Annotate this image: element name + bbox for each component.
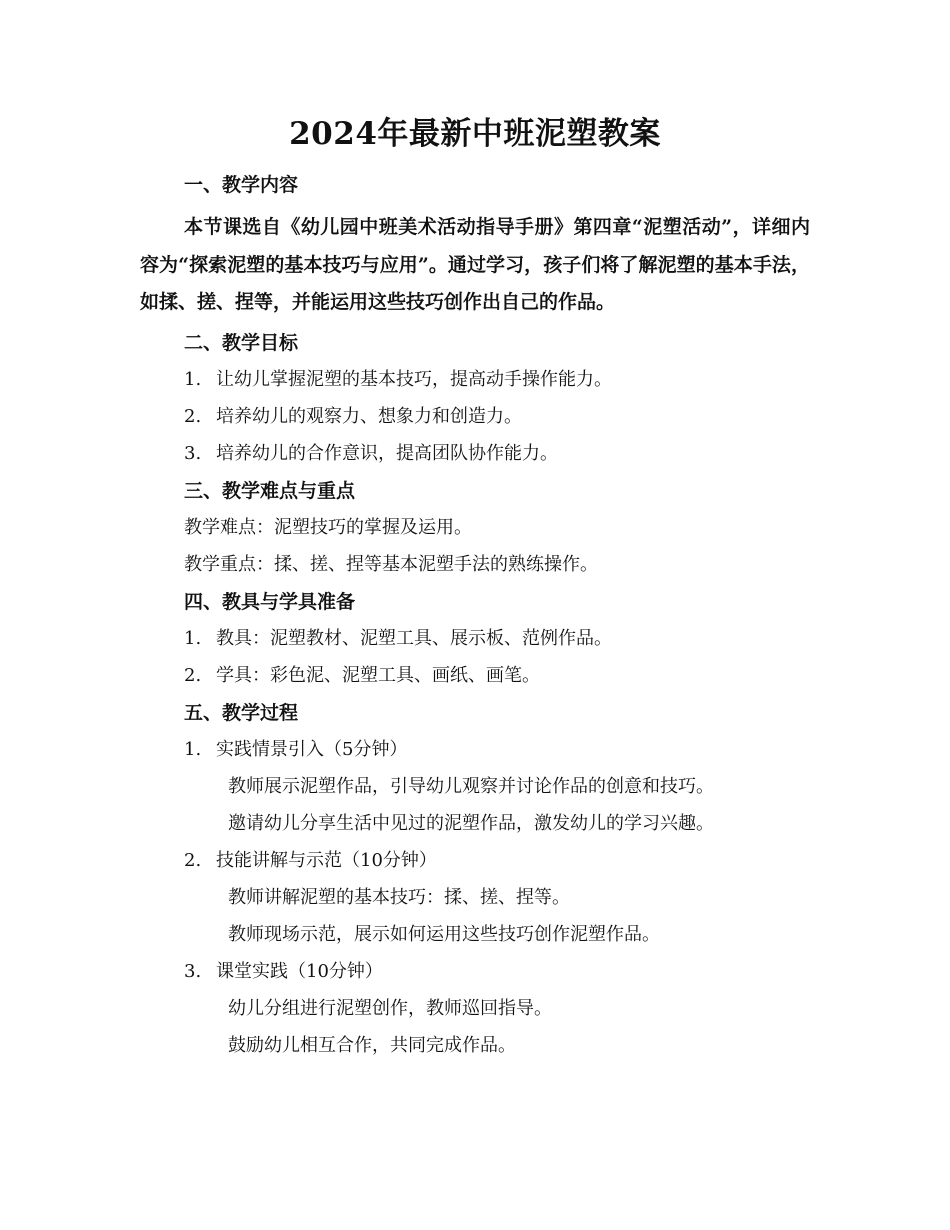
objective-item	[184, 404, 810, 430]
difficulty-line: 教学难点：泥塑技巧的掌握及运用。	[184, 516, 472, 538]
step-detail: 幼儿分组进行泥塑创作，教师巡回指导。	[228, 997, 552, 1019]
step-detail: 鼓励幼儿相互合作，共同完成作品。	[228, 1034, 516, 1056]
objective-item	[184, 367, 810, 393]
list-number: 1.	[184, 738, 202, 760]
step-detail: 教师展示泥塑作品，引导幼儿观察并讨论作品的创意和技巧。	[228, 775, 714, 797]
objective-text: 培养幼儿的观察力、想象力和创造力。	[216, 405, 522, 427]
step-title: 实践情景引入（5分钟）	[216, 738, 408, 760]
step-title: 课堂实践（10分钟）	[216, 960, 383, 982]
list-number: 2.	[184, 405, 202, 427]
focus-line: 教学重点：揉、搓、捏等基本泥塑手法的熟练操作。	[184, 553, 598, 575]
section-heading-process: 五、教学过程	[184, 701, 299, 724]
section-heading-content: 一、教学内容	[184, 174, 299, 196]
process-step	[184, 848, 810, 874]
step-title: 技能讲解与示范（10分钟）	[216, 849, 437, 871]
document-title: 2024年最新中班泥塑教案	[289, 116, 661, 152]
materials-text: 学具：彩色泥、泥塑工具、画纸、画笔。	[216, 664, 540, 686]
objective-item	[184, 441, 810, 467]
step-detail: 教师讲解泥塑的基本技巧：揉、搓、捏等。	[228, 886, 570, 908]
step-detail: 教师现场示范，展示如何运用这些技巧创作泥塑作品。	[228, 923, 660, 945]
list-number: 2.	[184, 664, 202, 686]
step-detail: 邀请幼儿分享生活中见过的泥塑作品，激发幼儿的学习兴趣。	[228, 812, 714, 834]
materials-item	[184, 663, 810, 689]
process-step	[184, 959, 810, 985]
section-heading-objectives: 二、教学目标	[184, 331, 299, 354]
list-number: 2.	[184, 849, 202, 871]
objective-text: 培养幼儿的合作意识，提高团队协作能力。	[216, 442, 558, 464]
materials-item	[184, 626, 810, 652]
objective-text: 让幼儿掌握泥塑的基本技巧，提高动手操作能力。	[216, 368, 612, 390]
section-heading-key-points: 三、教学难点与重点	[184, 479, 356, 502]
section-heading-materials: 四、教具与学具准备	[184, 590, 356, 613]
list-number: 3.	[184, 442, 202, 464]
materials-text: 教具：泥塑教材、泥塑工具、展示板、范例作品。	[216, 627, 612, 649]
process-step	[184, 737, 810, 763]
list-number: 3.	[184, 960, 202, 982]
list-number: 1.	[184, 368, 202, 390]
list-number: 1.	[184, 627, 202, 649]
content-paragraph: 本节课选自《幼儿园中班美术活动指导手册》第四章“泥塑活动”，详细内容为“探索泥塑的基本技巧与应用”。通过学习，孩子们将了解泥塑的基本手法，如揉、搓、捏等，并能运用这些技巧创作出自己的作品。	[140, 216, 810, 313]
